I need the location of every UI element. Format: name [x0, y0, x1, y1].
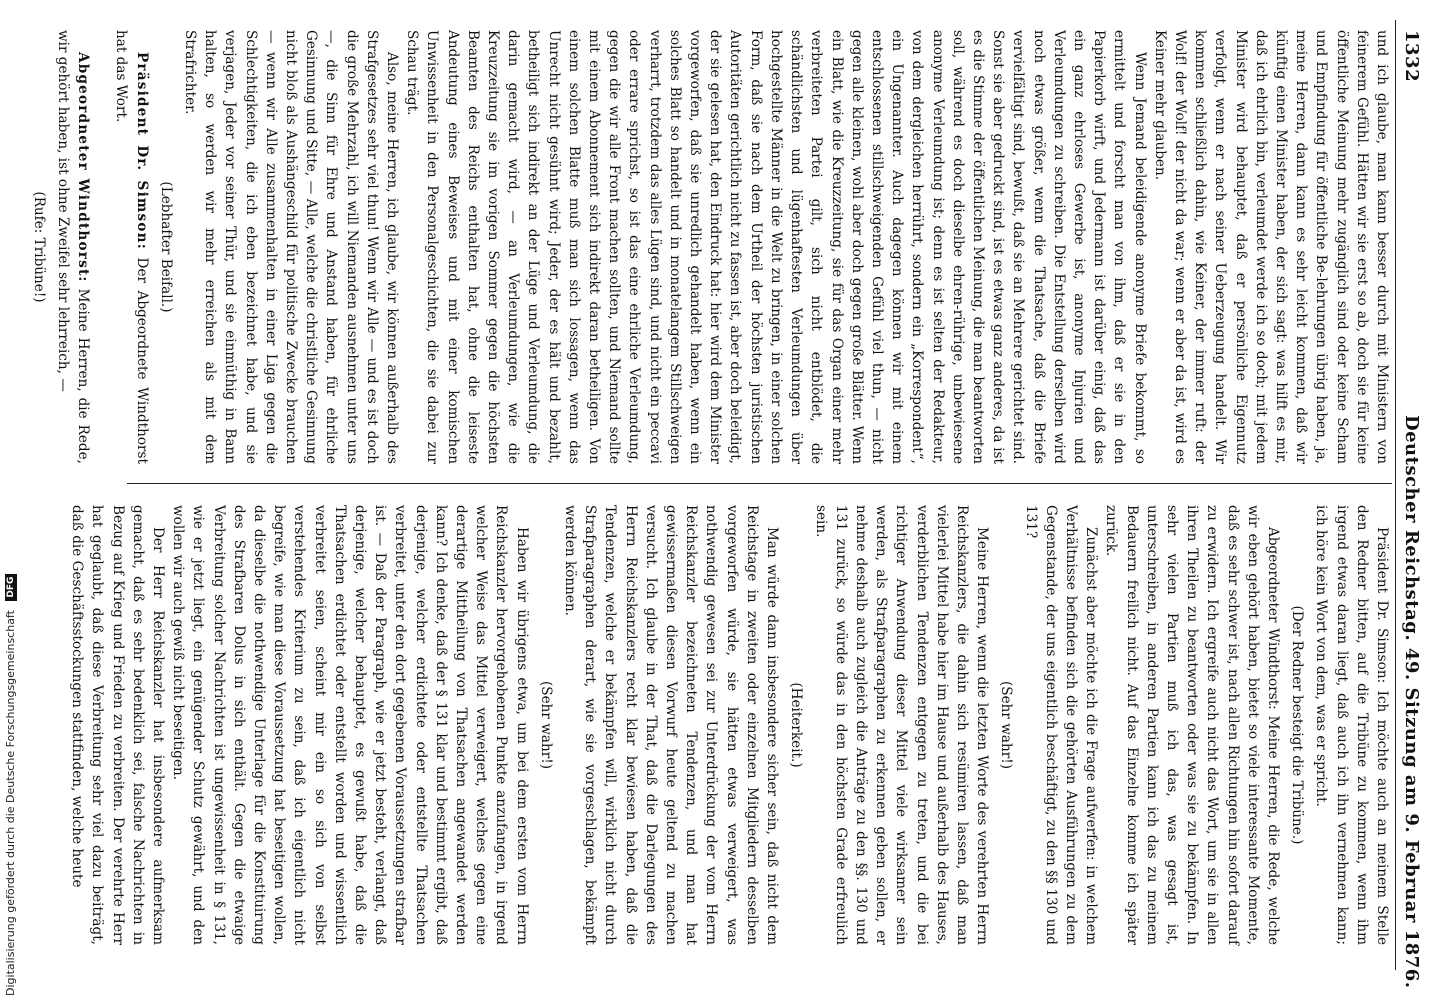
call-sehr-wahr-1: (Sehr wahr!) — [998, 681, 1015, 769]
left-paragraph-2: Wenn Jemand beleidigende anonyme Briefe bekommt, so ermittelt und forscht man von ihm, daß er sie in den Papierkorb wirft, und Jedermann ist darüber einig, daß das ein ganz ehrloses Gewerbe ist, anonyme Injurien und Verleumdungen zu schreiben. Die Entstellung derselben wird noch etwas größer, wenn die Thatsache, daß die Briefe vervielfältigt sind, bewußt, daß sie an Mehrere gerichtet sind. Sonst sie aber gedruckt sind, ist es etwas ganz anderes, da ist es die Stimme der öffentlichen Meinung, die man beantworten soll, während es doch dieselbe ehren-rührige, unbewiesene anonyme Verleumdung ist; denn es ist selten der Redakteur, von dem dergleichen herrührt, sondern ein „Korrespondent“, ein Ungenannter. Auch dagegen können wir mit einem entschlossenen stillschweigenden Gefühl viel thun, — nicht gegen alle kleinen, wohl aber doch gegen große Blätter. Wenn ein Blatt, wie die Kreuzzeitung, sie für das Organ einer mehr verbreiteten Partei gilt, sich nicht entblödet, die schändlichsten und lügenhaftesten Verleumdungen über hochgestellte Männer in die Welt zu bringen, in einer solchen Form, daß sie nach dem Urtheil der höchsten juristischen Autoritäten gerichtlich nicht zu fassen ist, aber doch beleidigt, der sie gelesen hat, den Eindruck hat: hier wird dem Minister vorgeworfen, daß sie unredlich gehandelt haben, wenn ein solches Blatt so handelt und in monatelangem Stillschweigen verharrt, trotzdem das alles Lügen sind, und nicht ein peccavi oder errare sprichst, so ist das eine ehrliche Verleumdung, gegen die wir alle Front machen sollten, und Niemand sollte mit einem Abonnement sich indirekt daran betheiligen. Von einem solchen Blatte muß man sich lossagen, wenn das Unrecht nicht gesühnt wird; Jeder, der es hält und bezahlt, betheiligt sich indirekt an der Lüge und Verleumdung, die darin gemacht wird, — an Verleumdungen, wie die Kreuzzeitung sie im vorigen Sommer gegen die höchsten Beamten des Reichs enthalten hat, ohne die leiseste Andeutung eines Beweises und mit einer komischen Unwissenheit in den Personalgeschichten, die sie dabei zur Schau trägt. — [404, 30, 1148, 464]
page-header-title: Deutscher Reichstag. 49. Sitzung am 9. Februar 1876. — [1401, 415, 1422, 989]
applause-note: (Lebhafter Beifall.) — [157, 181, 174, 313]
page-number: 1332 — [1401, 30, 1422, 83]
speaker-windthorst: Abgeordneter Windthorst: — [75, 52, 92, 283]
call-heiterkeit: (Heiterkeit.) — [788, 682, 805, 768]
right-paragraph-windthorst-4: Man würde dann insbesondere sicher sein, daß nicht dem Reichstage in zweiten oder einzelnen Mitgliedern desselben vorgeworfen würde, sie hätten etwas verweigert, was nothwendig gewesen sei zur Unterdrückung der vom Herrn Reichskanzler bezeichneten Tendenzen, und man hat gewissermaßen diesen Vorwurf heute geltend zu machen versucht. Ich glaube in der That, daß die Darlegungen des Herrn Reichskanzlers recht klar bewiesen haben, daß die Tendenzen, welche er bekämpfen will, wirklich nicht durch Strafparagraphen derart, wie sie vorgeschlagen, bekämpft werden können. — [562, 505, 781, 945]
header-rule — [1395, 20, 1396, 970]
call-sehr-wahr-2: (Sehr wahr!) — [537, 681, 554, 769]
call-tribune-note: (Rufe: Tribüne!) — [30, 191, 47, 303]
paragraph-gap — [93, 30, 111, 464]
right-paragraph-windthorst-6: Der Herr Reichskanzler hat insbesondere aufmerksam gemacht, daß es sehr bedenklich sei, falsche Nachrichten in Bezug auf Krieg und Frieden zu verbreiten. Der verehrte Herr hat geglaubt, daß diese Verbreitung sehr viel dazu beiträgt, daß die Geschäftsstockungen stattfinden, welche heute — [69, 505, 167, 945]
speaker-windthorst-text: Meine Herren, die Rede, wir gehört haben, ist ohne Zweifel sehr lehrreich, — — [55, 30, 92, 464]
right-column — [69, 505, 1392, 945]
digitization-credit-text: Digitalisierung gefördert durch die Deutsche Forschungsgemeinschaft — [4, 610, 17, 996]
dfg-logo: DFG — [5, 574, 17, 601]
speaker-simson: Präsident Dr. Simson: — [133, 52, 150, 250]
right-paragraph-windthorst-5: Haben wir übrigens etwa, um bei dem ersten vom Herrn Reichskanzler hervorgehobenen Punkte anzufangen, in irgend welcher Weise das Mittel verweigert, welches gegen eine derartige Mittheilung von Thatsachen angewandet werden kann? Ich denke, daß der § 131 klar und bestimmt ergibt, daß derjenige, welcher erdichtete oder entstellte Thatsachen verbreitet, unter den dort gegebenen Voraussetzungen strafbar ist. — Daß der Paragraph, wie er jetzt besteht, verlangt, daß derjenige, welcher behauptet, es gewußt habe, daß die Thatsachen erdichtet oder entstellt worden und wissentlich verbreitet seien, scheint mir ein so sich von selbst verstehendes Kriterium zu sein, daß ich eigentlich nicht begreife, wie man diese Voraussetzung hat beseitigen wollen, da dieselbe die nothwendige Unterlage für die Konstituirung des Strafbaren Dolus in sich enthält. Gegen die etwaige Verbreitung solcher Nachrichten ist ungewissenheit in § 131, wie er jetzt liegt, ein genügender Schutz gewährt, und den wollen wir auch gewiß nicht beseitigen. — [170, 505, 530, 945]
right-paragraph-windthorst-1: Abgeordneter Windthorst: Meine Herren, die Rede, welche wir eben gehört haben, bietet so viele interessante Momente, daß es sehr schwer ist, nach allen Richtungen hin sofort darauf zu erwidern. Ich ergreife auch nicht das Wort, um sie in allen ihren Theilen zu beantworten oder was sie zu bekämpfen. In sehr vielen Partien muß ich das, was gesagt ist, unterschreiben, in anderen Partien kann ich das zu meinem Bedauern freilich nicht. Auf das Einzelne komme ich später zurück. — [1103, 505, 1281, 945]
left-column — [30, 30, 1392, 464]
column-divider — [127, 483, 1392, 484]
left-paragraph-3: Also, meine Herren, ich glaube, wir können außerhalb des Strafgesetzes sehr viel thun! Wenn wir Alle — und es ist doch die große Mehrzahl, ich will Niemanden ausnehmen unter uns —, die Sinn für Ehre und Anstand haben, für ehrliche Gesinnung und Sitte, — Alle, welche die christliche Gesinnung nicht bloß als Aushängeschild für politische Zwecke brauchen — wenn wir Alle zusammenhalten in einer Liga gegen die Schlechtigkeiten, die ich eben bezeichnet habe, und sie verjagen, Jeder vor seiner Thür, und sie einmüthig in Bann halten, so werden wir mehr erreichen als mit dem Strafrichter. — [182, 30, 401, 464]
windthorst-paragraph — [53, 30, 93, 464]
right-paragraph-windthorst-2: Zunächst aber möchte ich die Frage aufwerfen: in welchem Verhältnisse befinden sich die gehörten Ausführungen zu dem Gegenstande, der uns eigentlich beschäftigt, zu den §§ 130 und 131? — [1022, 505, 1100, 945]
page-header — [1394, 30, 1424, 989]
president-simson-paragraph — [111, 30, 151, 464]
tribune-note: (Der Redner besteigt die Tribüne.) — [1289, 605, 1306, 845]
right-paragraph-president: Präsident Dr. Simson: Ich möchte auch an meinem Stelle den Redner bitten, auf die Tribüne zu kommen, wenn ihm irgend etwas daran liegt, daß auch ich ihn vernehmen kann; ich höre kein Wort von dem, was er spricht. — [1313, 505, 1390, 945]
speaker-simson-text: Der Abgeordnete Windthorst hat das Wort. — [113, 30, 150, 464]
digitization-credit — [4, 6, 18, 996]
left-paragraph-1: und ich glaube, man kann besser durch mit Ministern von feinerem Gefühl. Hätten wir sie erst so ab, doch sie für keine öffentliche Meinung mehr zugänglich sind oder keine Scham und Empfindung für öffentliche Be-lehrungen übrig haben, ja, meine Herren, dann kann es sehr leicht kommen, daß wir künftig einen Minister haben, der sich sagt: was hilft es mir, daß ich ehrlich bin, verleumdet werde ich so doch; mit jedem Minister wird behauptet, daß er persönliche Eigennutz verfolgt, wenn er nach seiner Ueberzeugung handelt. Wir kommen schließlich dahin, wie Keiner, der immer ruft: der Wolf! der Wolf! der nicht da war; wenn er aber da ist, wird es Keiner mehr glauben. — [1151, 30, 1390, 464]
right-paragraph-windthorst-3: Meine Herren, wenn die letzten Worte des verehrten Herrn Reichskanzlers, die dahin sich resümiren lassen, daß man vielerlei Mittel habe hier im Hause und außerhalb des Hauses, verderblichen Tendenzen entgegen zu treten, und die bei richtiger Anwendung dieser Mittel viele wirksamer sein werden, als Strafparagraphen zu erkennen geben sollen, er nehme deshalb auch zugleich die Anträge zu den §§. 130 und 131 zurück, so würde das in den höchsten Grade erfreulich sein. — [812, 505, 991, 945]
